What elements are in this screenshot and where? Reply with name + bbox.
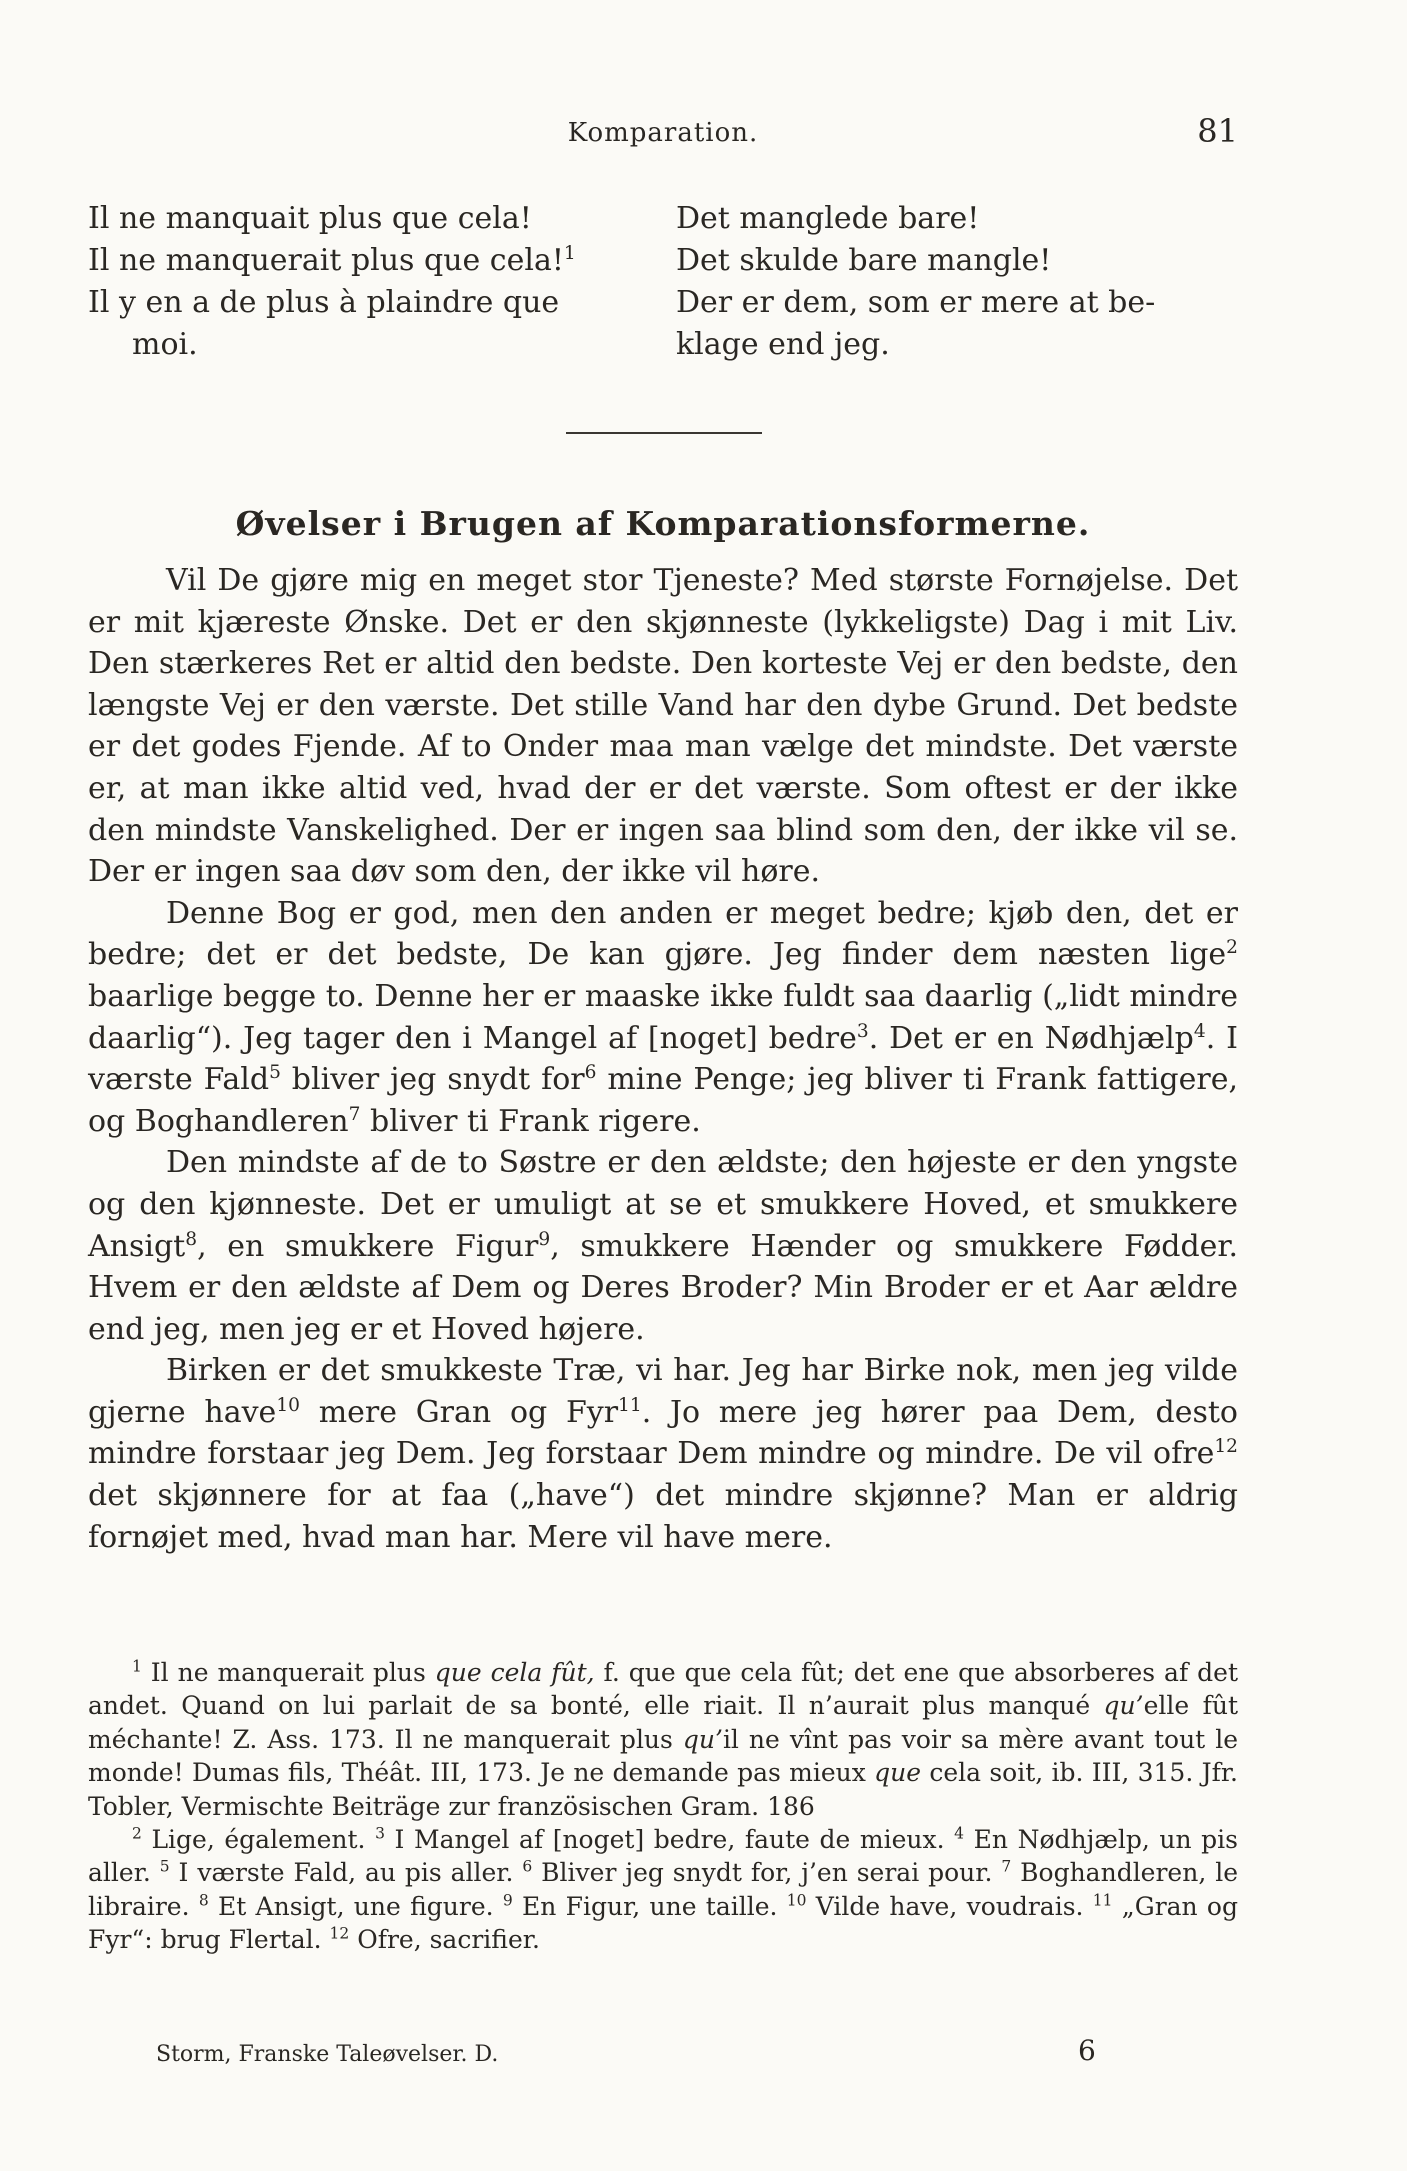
footnote-ref: 6	[522, 1858, 533, 1877]
page-number: 81	[1197, 112, 1238, 150]
text-run: mere Gran og Fyr	[299, 1394, 619, 1430]
paragraph	[88, 1142, 1238, 1350]
footnote-ref: 3	[375, 1824, 385, 1843]
french-phrase: Il ne manquait plus que cela!	[88, 201, 532, 236]
text-run: cela soit, ib. III, 315. Jfr. Tobler, Vermischte Beiträge zur französischen Gram. 186	[88, 1758, 1239, 1821]
footnote-ref: 8	[185, 1228, 198, 1250]
italic-text: que	[874, 1758, 922, 1788]
footnote	[88, 1656, 1238, 1823]
page-footer	[156, 2034, 1238, 2074]
footnote-ref: 4	[1193, 1020, 1206, 1042]
text-run: Ofre, sacrifier.	[349, 1925, 540, 1955]
footnote-ref: 2	[132, 1824, 142, 1843]
footnote-ref: 9	[502, 1891, 513, 1910]
section-title: Øvelser i Brugen af Komparationsformerne.	[235, 504, 1091, 543]
italic-text: qu’	[1103, 1691, 1144, 1721]
section-divider	[566, 432, 762, 434]
text-run: f. que que cela fût; det ene que absorberes af det andet. Quand on lui parlait de sa bonté, elle riait. Il n’aurait plus manqué	[88, 1658, 1238, 1721]
footnote-ref: 7	[348, 1103, 361, 1125]
footnote-ref: 2	[1226, 937, 1238, 959]
text-run: Lige, également.	[141, 1825, 376, 1855]
phrase-pairs	[88, 198, 1238, 366]
footnote-ref: 5	[159, 1858, 170, 1877]
danish-phrase: Det manglede bare!	[676, 201, 980, 236]
phrase-pair	[88, 198, 1238, 240]
text-run: En Nødhjælp, un pis aller.	[88, 1825, 1238, 1888]
text-run: Denne Bog er god, men den anden er meget bedre; kjøb den, det er bedre; det er det bedste, De kan gjøre. Jeg finder dem næsten lige	[88, 895, 1238, 973]
danish-phrase: Det skulde bare mangle!	[676, 243, 1052, 278]
paragraph	[88, 560, 1238, 893]
footnote-ref: 9	[538, 1228, 551, 1250]
footnote-ref: 12	[1214, 1436, 1238, 1458]
footnote-ref: 10	[786, 1891, 807, 1910]
paragraph	[88, 1350, 1238, 1558]
text-run: elle fût méchante! Z. Ass. 173. Il ne manquerait plus	[88, 1691, 1238, 1754]
running-head	[88, 112, 1238, 158]
text-run: I Mangel af [noget] bedre, faute de mieux.	[384, 1825, 955, 1855]
text-run: . Jo mere jeg hører paa Dem, desto mindre forstaar jeg Dem. Jeg forstaar Dem mindre og mindre. De vil ofre	[88, 1394, 1238, 1472]
paragraph	[88, 893, 1238, 1143]
footnote-ref: 6	[584, 1062, 597, 1084]
text-run: bliver jeg snydt for	[280, 1062, 585, 1098]
text-run: Il ne manquerait plus	[141, 1658, 435, 1687]
text-run: I værste Fald, au pis aller.	[169, 1858, 523, 1888]
phrase-pair	[88, 282, 1238, 324]
sheet-number: 6	[1078, 2034, 1096, 2067]
running-title: Komparation.	[567, 118, 759, 148]
text-run: Birken er det smukkeste Træ, vi har. Jeg har Birke nok, men jeg vilde gjerne have	[88, 1353, 1238, 1430]
phrase-pair	[88, 324, 1238, 366]
text-run: baarlige begge to. Denne her er maaske ikke fuldt saa daarlig („lidt mindre daarlig“). Jeg tager den i Mangel af [noget] bedre	[88, 978, 1238, 1056]
footnote-ref: 11	[1092, 1891, 1113, 1910]
french-phrase: Il y en a de plus à plaindre que	[88, 285, 560, 320]
text-run: Et Ansigt, une figure.	[208, 1891, 503, 1921]
text-run: il ne vînt pas voir sa mère avant tout le monde! Dumas fils, Théât. III, 173. Je ne demande pas mieux	[88, 1724, 1238, 1788]
text-run: , smukkere Hænder og smukkere Fødder. Hvem er den ældste af Dem og Deres Broder? Min Broder er et Aar ældre end jeg, men jeg er et Hoved højere.	[88, 1228, 1238, 1347]
text-run: bliver ti Frank rigere.	[360, 1103, 701, 1139]
text-run: Boghandleren, le libraire.	[88, 1858, 1238, 1921]
text-run: . I værste Fald	[88, 1020, 1238, 1098]
footnotes	[88, 1656, 1238, 1957]
danish-phrase: klage end jeg.	[676, 327, 890, 362]
footnote	[88, 1823, 1238, 1957]
text-run: mine Penge; jeg bliver ti Frank fattigere, og Boghandleren	[88, 1062, 1238, 1139]
exercise-text	[88, 560, 1238, 1558]
footnote-ref: 7	[1001, 1858, 1012, 1877]
footnote-ref: 11	[618, 1394, 642, 1416]
text-run: Bliver jeg snydt for, j’en serai pour.	[532, 1858, 1002, 1888]
text-run: Vil De gjøre mig en meget stor Tjeneste? Med største Fornøjelse. Det er mit kjæreste Ønske. Det er den skjønneste (lykkeligste) Dag i mit Liv. Den stærkeres Ret er altid den bedste. Den korteste Vej er den bedste, den længste Vej er den værste. Det stille Vand har den dybe Grund. Det bedste er det godes Fjende. Af to Onder maa man vælge det mindste. Det værste er, at man ikke altid ved, hvad der er det værste. Som oftest er der ikke den mindste Vanskelighed. Der er ingen saa blind som den, der ikke vil se. Der er ingen saa døv som den, der ikke vil høre.	[88, 563, 1238, 890]
footnote-ref: 3	[856, 1020, 869, 1042]
italic-text: que cela fût,	[434, 1658, 595, 1687]
footnote-ref: 1	[132, 1657, 142, 1676]
french-phrase-continued: moi.	[132, 327, 198, 362]
text-run: En Figur, une taille.	[512, 1891, 787, 1921]
text-run: , en smukkere Figur	[197, 1228, 539, 1264]
french-phrase: Il ne manquerait plus que cela!$^1$	[88, 243, 576, 278]
text-run: „Gran og Fyr“: brug Flertal.	[88, 1891, 1238, 1955]
printer-signature: Storm, Franske Taleøvelser. D.	[156, 2042, 499, 2067]
phrase-pair	[88, 240, 1238, 282]
footnote-ref: 8	[198, 1891, 209, 1910]
italic-text: qu’	[682, 1724, 723, 1754]
footnote-ref: 1	[563, 243, 576, 264]
footnote-ref: 12	[329, 1924, 350, 1943]
text-run: det skjønnere for at faa („have“) det mindre skjønne? Man er aldrig fornøjet med, hvad man har. Mere vil have mere.	[88, 1478, 1238, 1555]
danish-phrase: Der er dem, som er mere at be-	[676, 285, 1156, 320]
footnote-ref: 5	[269, 1062, 281, 1084]
text-run: Vilde have, voudrais.	[806, 1891, 1093, 1921]
text-run: Den mindste af de to Søstre er den ældste; den højeste er den yngste og den kjønneste. Det er umuligt at se et smukkere Hoved, et smukkere Ansigt	[88, 1145, 1238, 1264]
text-run: . Det er en Nødhjælp	[868, 1020, 1194, 1056]
footnote-ref: 4	[954, 1824, 965, 1843]
footnote-ref: 10	[276, 1394, 300, 1416]
